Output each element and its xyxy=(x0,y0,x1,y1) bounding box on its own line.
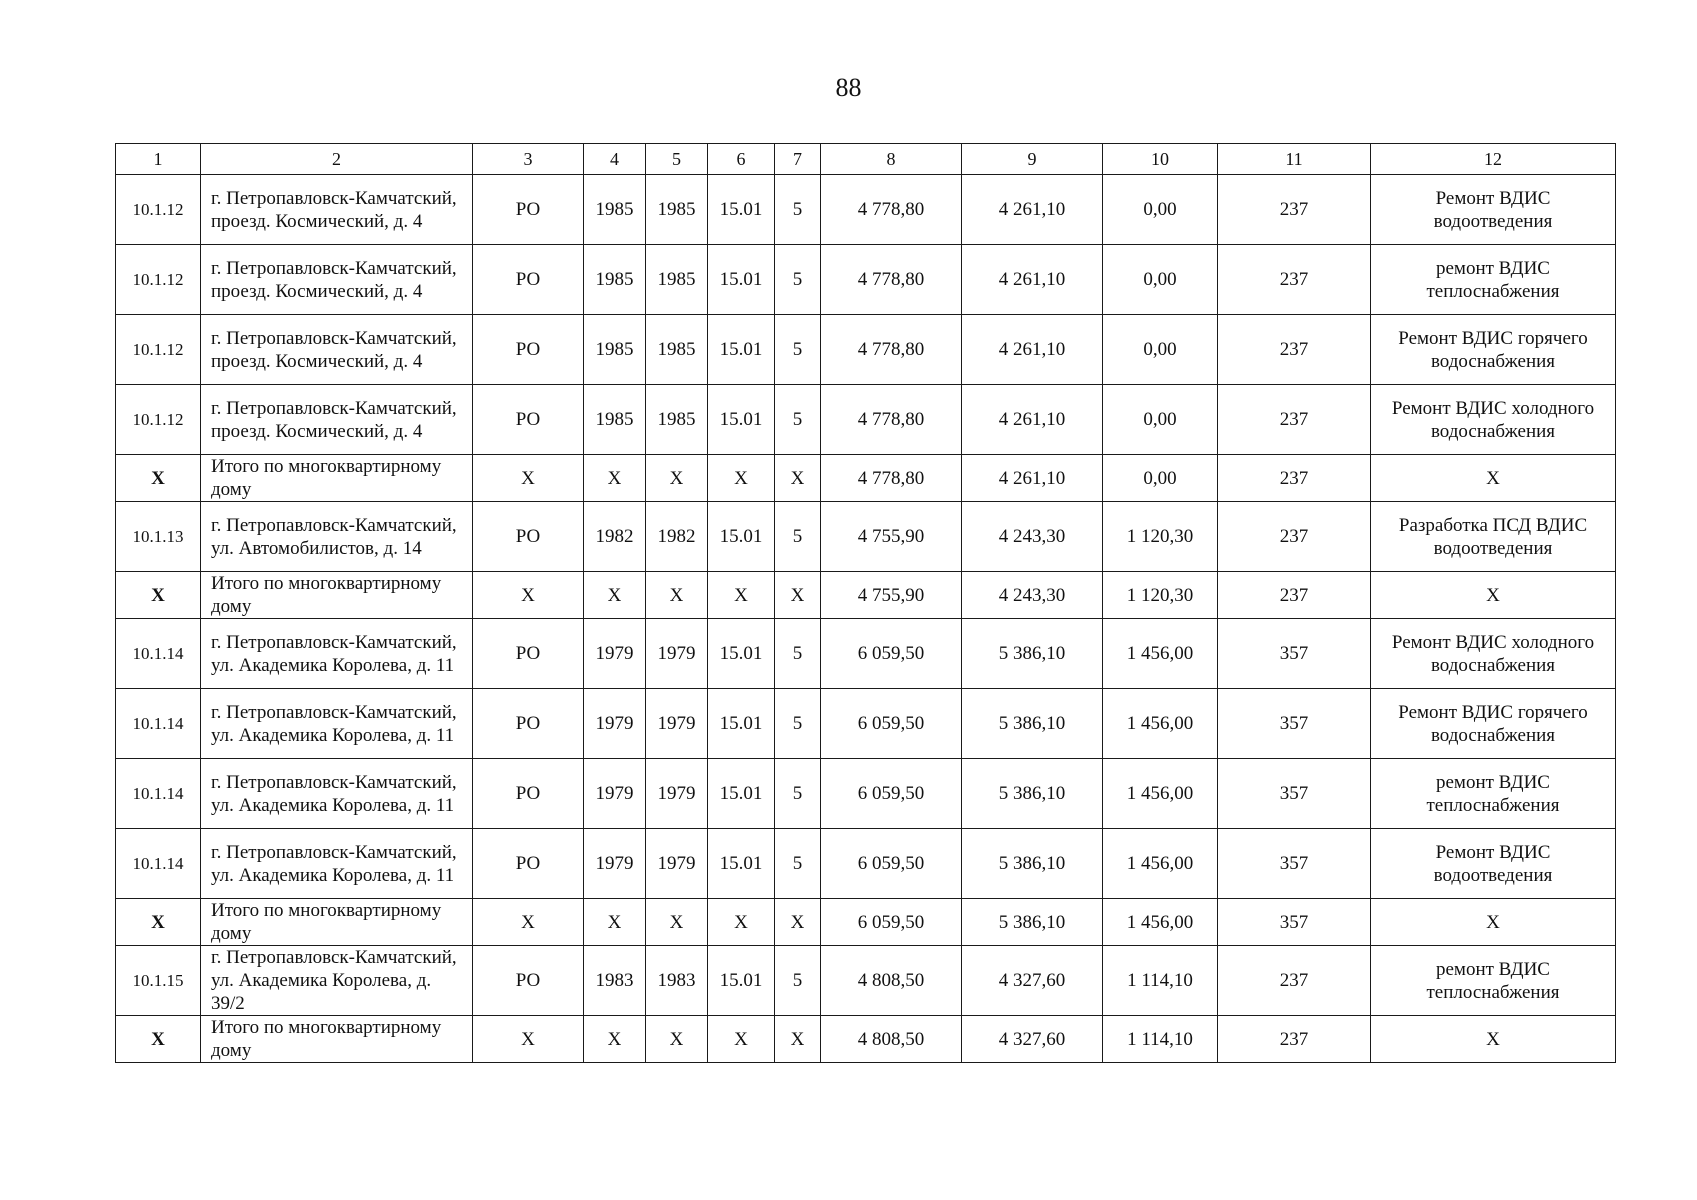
item-number-cell: Х xyxy=(116,455,201,502)
column-number-cell: 6 xyxy=(708,144,775,175)
year-built-cell: 1982 xyxy=(584,502,646,572)
total-area-cell: 4 755,90 xyxy=(821,572,962,619)
house-total-row xyxy=(116,455,1616,502)
address-cell: Итого по многоквартирному дому xyxy=(201,572,473,619)
table-row xyxy=(116,689,1616,759)
nonliving-area-cell: 1 114,10 xyxy=(1103,1016,1218,1063)
item-number-cell: 10.1.12 xyxy=(116,175,201,245)
house-total-row xyxy=(116,1016,1616,1063)
floors-cell: 5 xyxy=(775,619,821,689)
year-commissioned-cell: 1985 xyxy=(646,175,708,245)
year-commissioned-cell: Х xyxy=(646,1016,708,1063)
living-area-cell: 4 261,10 xyxy=(962,175,1103,245)
item-number-cell: Х xyxy=(116,899,201,946)
work-type-cell: Ремонт ВДИС водоотведения xyxy=(1371,829,1616,899)
work-type-cell: Ремонт ВДИС холодного водоснабжения xyxy=(1371,619,1616,689)
year-commissioned-cell: 1982 xyxy=(646,502,708,572)
work-type-cell: Ремонт ВДИС горячего водоснабжения xyxy=(1371,689,1616,759)
column-number-row xyxy=(116,144,1616,175)
work-type-cell: ремонт ВДИС теплоснабжения xyxy=(1371,946,1616,1016)
work-type-cell: Х xyxy=(1371,455,1616,502)
living-area-cell: 4 261,10 xyxy=(962,455,1103,502)
table-row xyxy=(116,759,1616,829)
nonliving-area-cell: 1 120,30 xyxy=(1103,572,1218,619)
residents-cell: 357 xyxy=(1218,689,1371,759)
item-number-cell: 10.1.12 xyxy=(116,245,201,315)
work-type-cell: Разработка ПСД ВДИС водоотведения xyxy=(1371,502,1616,572)
year-built-cell: Х xyxy=(584,455,646,502)
wall-material-cell: Х xyxy=(708,572,775,619)
total-area-cell: 4 778,80 xyxy=(821,315,962,385)
owner-type-cell: РО xyxy=(473,689,584,759)
item-number-cell: 10.1.12 xyxy=(116,315,201,385)
total-area-cell: 4 778,80 xyxy=(821,385,962,455)
floors-cell: Х xyxy=(775,572,821,619)
item-number-cell: Х xyxy=(116,572,201,619)
residents-cell: 357 xyxy=(1218,899,1371,946)
floors-cell: 5 xyxy=(775,829,821,899)
year-commissioned-cell: Х xyxy=(646,572,708,619)
residents-cell: 237 xyxy=(1218,245,1371,315)
residents-cell: 237 xyxy=(1218,175,1371,245)
year-built-cell: 1979 xyxy=(584,829,646,899)
owner-type-cell: Х xyxy=(473,455,584,502)
column-number-cell: 1 xyxy=(116,144,201,175)
total-area-cell: 4 778,80 xyxy=(821,245,962,315)
floors-cell: 5 xyxy=(775,689,821,759)
year-commissioned-cell: 1979 xyxy=(646,689,708,759)
nonliving-area-cell: 1 456,00 xyxy=(1103,899,1218,946)
owner-type-cell: РО xyxy=(473,385,584,455)
house-total-row xyxy=(116,572,1616,619)
year-commissioned-cell: 1985 xyxy=(646,385,708,455)
year-built-cell: Х xyxy=(584,899,646,946)
nonliving-area-cell: 1 120,30 xyxy=(1103,502,1218,572)
item-number-cell: 10.1.12 xyxy=(116,385,201,455)
total-area-cell: 6 059,50 xyxy=(821,899,962,946)
column-number-cell: 2 xyxy=(201,144,473,175)
total-area-cell: 6 059,50 xyxy=(821,829,962,899)
address-cell: г. Петропавловск-Камчатский, ул. Академика Королева, д. 11 xyxy=(201,759,473,829)
year-built-cell: 1985 xyxy=(584,315,646,385)
year-commissioned-cell: Х xyxy=(646,455,708,502)
item-number-cell: 10.1.14 xyxy=(116,689,201,759)
floors-cell: 5 xyxy=(775,946,821,1016)
table-row xyxy=(116,619,1616,689)
wall-material-cell: Х xyxy=(708,455,775,502)
residents-cell: 237 xyxy=(1218,1016,1371,1063)
residents-cell: 237 xyxy=(1218,455,1371,502)
floors-cell: 5 xyxy=(775,245,821,315)
nonliving-area-cell: 1 456,00 xyxy=(1103,759,1218,829)
living-area-cell: 4 327,60 xyxy=(962,946,1103,1016)
owner-type-cell: Х xyxy=(473,899,584,946)
table-body xyxy=(116,144,1616,1063)
year-built-cell: Х xyxy=(584,572,646,619)
owner-type-cell: РО xyxy=(473,245,584,315)
column-number-cell: 12 xyxy=(1371,144,1616,175)
year-commissioned-cell: 1979 xyxy=(646,829,708,899)
total-area-cell: 4 755,90 xyxy=(821,502,962,572)
nonliving-area-cell: 1 456,00 xyxy=(1103,619,1218,689)
living-area-cell: 4 261,10 xyxy=(962,245,1103,315)
column-number-cell: 8 xyxy=(821,144,962,175)
owner-type-cell: Х xyxy=(473,1016,584,1063)
year-commissioned-cell: 1979 xyxy=(646,619,708,689)
wall-material-cell: 15.01 xyxy=(708,175,775,245)
year-built-cell: 1985 xyxy=(584,175,646,245)
column-number-cell: 9 xyxy=(962,144,1103,175)
total-area-cell: 4 808,50 xyxy=(821,1016,962,1063)
owner-type-cell: РО xyxy=(473,315,584,385)
year-commissioned-cell: 1983 xyxy=(646,946,708,1016)
wall-material-cell: Х xyxy=(708,899,775,946)
nonliving-area-cell: 1 114,10 xyxy=(1103,946,1218,1016)
nonliving-area-cell: 1 456,00 xyxy=(1103,829,1218,899)
address-cell: г. Петропавловск-Камчатский, ул. Автомобилистов, д. 14 xyxy=(201,502,473,572)
work-type-cell: ремонт ВДИС теплоснабжения xyxy=(1371,245,1616,315)
year-commissioned-cell: 1985 xyxy=(646,315,708,385)
total-area-cell: 6 059,50 xyxy=(821,689,962,759)
column-number-cell: 3 xyxy=(473,144,584,175)
address-cell: г. Петропавловск-Камчатский, проезд. Космический, д. 4 xyxy=(201,245,473,315)
wall-material-cell: 15.01 xyxy=(708,385,775,455)
item-number-cell: 10.1.13 xyxy=(116,502,201,572)
year-built-cell: 1979 xyxy=(584,619,646,689)
wall-material-cell: 15.01 xyxy=(708,759,775,829)
year-built-cell: 1985 xyxy=(584,385,646,455)
item-number-cell: 10.1.14 xyxy=(116,759,201,829)
living-area-cell: 4 261,10 xyxy=(962,385,1103,455)
address-cell: г. Петропавловск-Камчатский, проезд. Космический, д. 4 xyxy=(201,385,473,455)
total-area-cell: 6 059,50 xyxy=(821,759,962,829)
year-commissioned-cell: 1979 xyxy=(646,759,708,829)
wall-material-cell: 15.01 xyxy=(708,619,775,689)
residents-cell: 237 xyxy=(1218,315,1371,385)
wall-material-cell: 15.01 xyxy=(708,502,775,572)
column-number-cell: 10 xyxy=(1103,144,1218,175)
table-row xyxy=(116,502,1616,572)
work-type-cell: Х xyxy=(1371,572,1616,619)
column-number-cell: 11 xyxy=(1218,144,1371,175)
address-cell: г. Петропавловск-Камчатский, ул. Академика Королева, д. 39/2 xyxy=(201,946,473,1016)
nonliving-area-cell: 1 456,00 xyxy=(1103,689,1218,759)
wall-material-cell: Х xyxy=(708,1016,775,1063)
residents-cell: 357 xyxy=(1218,619,1371,689)
wall-material-cell: 15.01 xyxy=(708,245,775,315)
residents-cell: 237 xyxy=(1218,385,1371,455)
owner-type-cell: РО xyxy=(473,502,584,572)
residents-cell: 237 xyxy=(1218,946,1371,1016)
page-number: 88 xyxy=(835,73,862,102)
work-type-cell: ремонт ВДИС теплоснабжения xyxy=(1371,759,1616,829)
total-area-cell: 6 059,50 xyxy=(821,619,962,689)
year-commissioned-cell: 1985 xyxy=(646,245,708,315)
address-cell: г. Петропавловск-Камчатский, ул. Академика Королева, д. 11 xyxy=(201,829,473,899)
owner-type-cell: РО xyxy=(473,829,584,899)
address-cell: г. Петропавловск-Камчатский, проезд. Космический, д. 4 xyxy=(201,315,473,385)
living-area-cell: 4 243,30 xyxy=(962,572,1103,619)
address-cell: г. Петропавловск-Камчатский, ул. Академика Королева, д. 11 xyxy=(201,619,473,689)
year-built-cell: 1983 xyxy=(584,946,646,1016)
address-cell: Итого по многоквартирному дому xyxy=(201,1016,473,1063)
table-row xyxy=(116,175,1616,245)
address-cell: Итого по многоквартирному дому xyxy=(201,455,473,502)
wall-material-cell: 15.01 xyxy=(708,689,775,759)
table-row xyxy=(116,315,1616,385)
year-built-cell: 1979 xyxy=(584,689,646,759)
wall-material-cell: 15.01 xyxy=(708,946,775,1016)
nonliving-area-cell: 0,00 xyxy=(1103,315,1218,385)
table-row xyxy=(116,829,1616,899)
living-area-cell: 4 327,60 xyxy=(962,1016,1103,1063)
work-type-cell: Ремонт ВДИС водоотведения xyxy=(1371,175,1616,245)
living-area-cell: 5 386,10 xyxy=(962,759,1103,829)
floors-cell: Х xyxy=(775,899,821,946)
column-number-cell: 5 xyxy=(646,144,708,175)
column-number-cell: 4 xyxy=(584,144,646,175)
owner-type-cell: РО xyxy=(473,175,584,245)
table-row xyxy=(116,385,1616,455)
work-type-cell: Ремонт ВДИС холодного водоснабжения xyxy=(1371,385,1616,455)
floors-cell: 5 xyxy=(775,315,821,385)
capital-repair-table xyxy=(115,143,1616,1063)
owner-type-cell: РО xyxy=(473,759,584,829)
item-number-cell: 10.1.14 xyxy=(116,619,201,689)
total-area-cell: 4 778,80 xyxy=(821,455,962,502)
total-area-cell: 4 778,80 xyxy=(821,175,962,245)
year-built-cell: 1985 xyxy=(584,245,646,315)
living-area-cell: 5 386,10 xyxy=(962,619,1103,689)
total-area-cell: 4 808,50 xyxy=(821,946,962,1016)
floors-cell: 5 xyxy=(775,502,821,572)
address-cell: г. Петропавловск-Камчатский, проезд. Космический, д. 4 xyxy=(201,175,473,245)
residents-cell: 357 xyxy=(1218,829,1371,899)
floors-cell: 5 xyxy=(775,759,821,829)
nonliving-area-cell: 0,00 xyxy=(1103,385,1218,455)
house-total-row xyxy=(116,899,1616,946)
column-number-cell: 7 xyxy=(775,144,821,175)
owner-type-cell: Х xyxy=(473,572,584,619)
year-built-cell: 1979 xyxy=(584,759,646,829)
living-area-cell: 5 386,10 xyxy=(962,899,1103,946)
work-type-cell: Х xyxy=(1371,1016,1616,1063)
item-number-cell: Х xyxy=(116,1016,201,1063)
floors-cell: Х xyxy=(775,455,821,502)
floors-cell: 5 xyxy=(775,175,821,245)
floors-cell: 5 xyxy=(775,385,821,455)
table-row xyxy=(116,946,1616,1016)
wall-material-cell: 15.01 xyxy=(708,829,775,899)
residents-cell: 357 xyxy=(1218,759,1371,829)
residents-cell: 237 xyxy=(1218,572,1371,619)
living-area-cell: 5 386,10 xyxy=(962,689,1103,759)
work-type-cell: Х xyxy=(1371,899,1616,946)
living-area-cell: 5 386,10 xyxy=(962,829,1103,899)
living-area-cell: 4 261,10 xyxy=(962,315,1103,385)
table-row xyxy=(116,245,1616,315)
work-type-cell: Ремонт ВДИС горячего водоснабжения xyxy=(1371,315,1616,385)
owner-type-cell: РО xyxy=(473,619,584,689)
floors-cell: Х xyxy=(775,1016,821,1063)
address-cell: Итого по многоквартирному дому xyxy=(201,899,473,946)
nonliving-area-cell: 0,00 xyxy=(1103,455,1218,502)
nonliving-area-cell: 0,00 xyxy=(1103,175,1218,245)
year-commissioned-cell: Х xyxy=(646,899,708,946)
address-cell: г. Петропавловск-Камчатский, ул. Академика Королева, д. 11 xyxy=(201,689,473,759)
year-built-cell: Х xyxy=(584,1016,646,1063)
residents-cell: 237 xyxy=(1218,502,1371,572)
owner-type-cell: РО xyxy=(473,946,584,1016)
item-number-cell: 10.1.15 xyxy=(116,946,201,1016)
living-area-cell: 4 243,30 xyxy=(962,502,1103,572)
nonliving-area-cell: 0,00 xyxy=(1103,245,1218,315)
wall-material-cell: 15.01 xyxy=(708,315,775,385)
item-number-cell: 10.1.14 xyxy=(116,829,201,899)
